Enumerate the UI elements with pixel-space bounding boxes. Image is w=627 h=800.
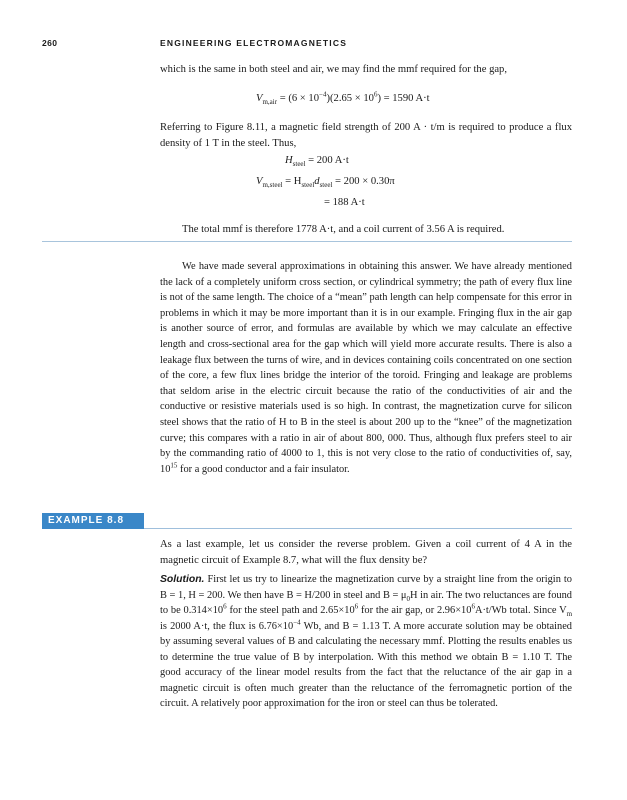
example-problem: As a last example, let us consider the reverse problem. Given a coil current of 4 A in the magnetic circuit of Example 8.7, what will the flux density be? xyxy=(160,539,572,566)
paragraph-gap-intro: which is the same in both steel and air, we may find the mmf required for the gap, xyxy=(160,64,508,75)
section-divider xyxy=(42,241,572,242)
example-solution: Solution. First let us try to linearize the magnetization curve by a straight line from the origin to B = 1, H = 200. We then have B = H/200 in steel and $B = \mu_0H$ in air. The two reluctances are found to be $0.314\times 10^6$ for the steel path and $2.65\times 10^6$ for the air gap, or $2.96\times 10^6A\cdot t/Wb$ total. Since $V_m$ is 2000 A·t, the flux is $6.76\times 10^{-4}$ Wb, and B = 1.13 T. A more accurate solution may be obtained by assuming several values of B and calculating the necessary mmf. Plotting the results enables us to determine the true value of B by interpolation. With this method we obtain B = 1.10 T. The good accuracy of the linear model results from the fact that the reluctance of the air gap in a magnetic circuit is often much greater than the reluctance of the ferromagnetic portion of the circuit. A relatively poor approximation for the iron or steel can thus be tolerated. xyxy=(160,574,573,709)
page-number: 260 xyxy=(42,38,58,48)
paragraph-figure-ref: Referring to Figure 8.11, a magnetic field strength of 200 A · t/m is required to produce a flux density of 1 T in the steel. Thus, xyxy=(160,122,572,149)
paragraph-approximations: We have made several approximations in obtaining this answer. We have already mentioned the lack of a completely uniform cross section, or cylindrical symmetry; the path of every flux line is not of the same length. The choice of a “mean” path length can help compensate for this error in problems in which it may be more important than it is in our example. Fringing flux in the air gap is another source of error, and formulas are available by which we may calculate an effective length and cross-sectional area for the gap which will yield more accurate results. There is also a leakage flux between the turns of wire, and in devices containing coils concentrated on one section of the core, a few flux lines bridge the interior of the toroid. Fringing and leakage are problems that seldom arise in the electric circuit because the ratio of the conductivities of air and the conductive or resistive materials used is so high. In contrast, the magnetization curve for silicon steel shows that the ratio of H to B in the steel is about 200 up to the “knee” of the magnetization curve; this compares with a ratio in air of about 800, 000. Thus, although flux prefers steel to air by the commanding ratio of 4000 to 1, this is not very close to the ratio of conductivities of, say, $10^{15}$ for a good conductor and a fair insulator. xyxy=(160,261,572,475)
equation-v-steel: $V_{m,steel} = H_{steel}d_{steel} = 200 \times 0.30\pi$ xyxy=(256,176,395,190)
running-title: ENGINEERING ELECTROMAGNETICS xyxy=(160,38,348,48)
equation-v-steel-result: = 188 A·t xyxy=(324,197,365,208)
solution-label: Solution. xyxy=(160,574,205,585)
equation-h-steel: $H_{steel} = 200$ A·t xyxy=(285,155,349,169)
example-divider xyxy=(144,528,572,529)
equation-air-mmf: $V_{m,air} = (6 \times 10^{-4})(2.65 \times 10^6) = 1590$ A·t xyxy=(256,90,430,107)
running-header xyxy=(42,38,347,48)
example-tag: EXAMPLE 8.8 xyxy=(42,513,144,529)
paragraph-total: The total mmf is therefore 1778 A·t, and a coil current of 3.56 A is required. xyxy=(182,224,505,235)
